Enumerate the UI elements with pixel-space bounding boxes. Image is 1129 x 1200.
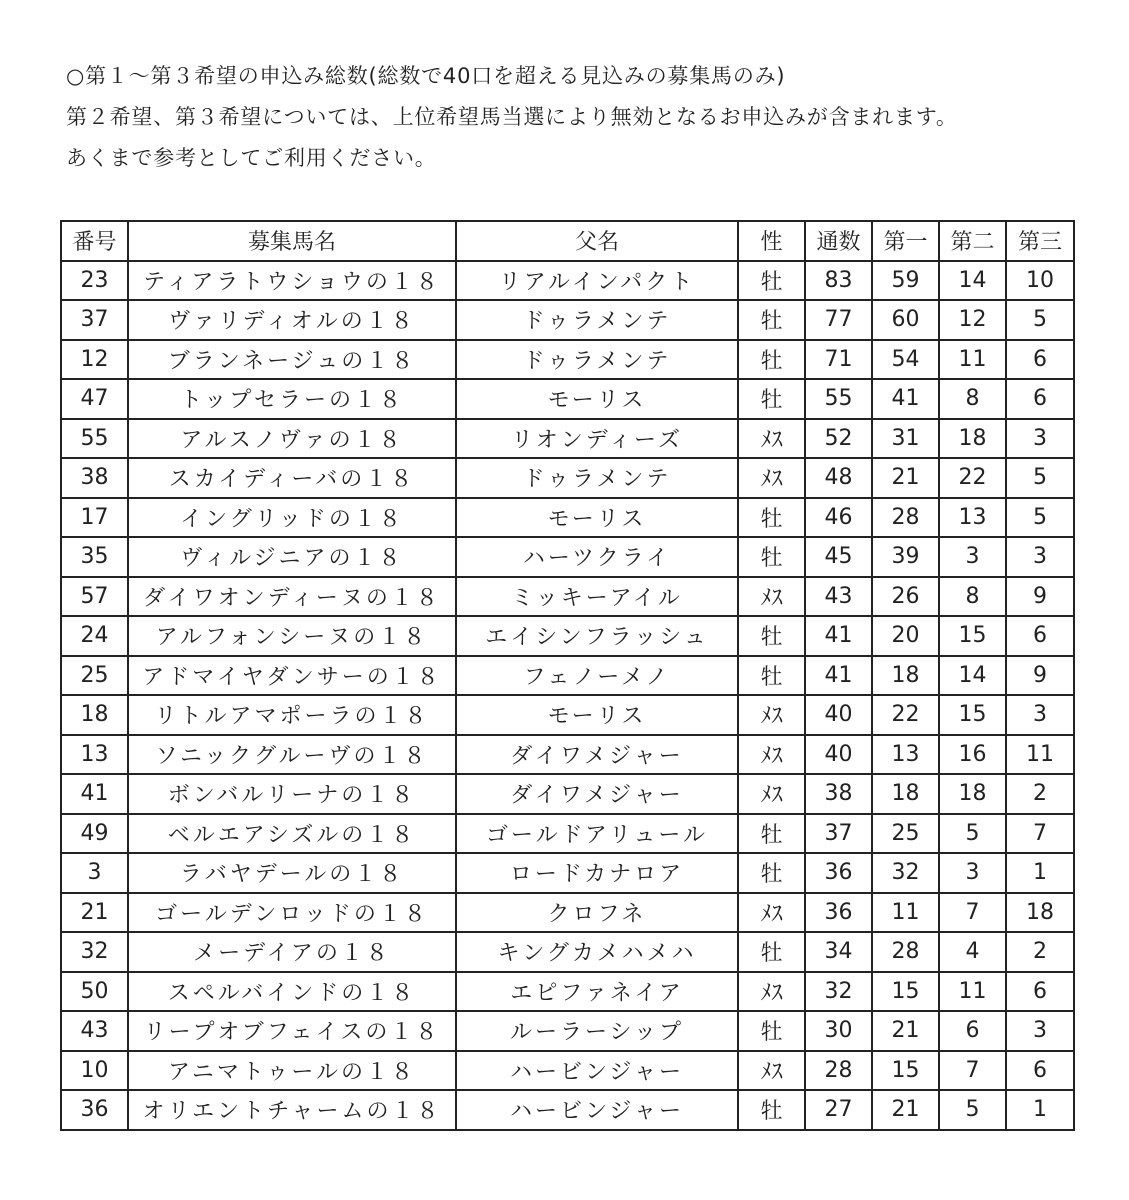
cell-first-choice: 32 (872, 853, 939, 893)
cell-second-choice: 22 (939, 458, 1006, 498)
cell-horse-name: ボンバルリーナの１８ (128, 774, 456, 814)
cell-sex: 牡 (738, 1090, 805, 1130)
application-count-table (60, 220, 1075, 1131)
table-row (61, 458, 1074, 498)
cell-third-choice: 5 (1006, 458, 1074, 498)
cell-number: 23 (61, 261, 128, 301)
header-number: 番号 (61, 221, 128, 261)
cell-total: 36 (805, 893, 872, 933)
cell-horse-name: ダイワオンディーヌの１８ (128, 577, 456, 617)
cell-total: 40 (805, 695, 872, 735)
cell-sire-name: ルーラーシップ (456, 1011, 738, 1051)
cell-first-choice: 28 (872, 932, 939, 972)
cell-first-choice: 21 (872, 1090, 939, 1130)
cell-sex: 牡 (738, 261, 805, 301)
cell-first-choice: 18 (872, 774, 939, 814)
cell-sire-name: エピファネイア (456, 972, 738, 1012)
cell-number: 3 (61, 853, 128, 893)
header-sire-name: 父名 (456, 221, 738, 261)
cell-total: 38 (805, 774, 872, 814)
cell-sex: ﾒｽ (738, 735, 805, 775)
cell-total: 37 (805, 814, 872, 854)
cell-sex: 牡 (738, 340, 805, 380)
cell-sire-name: ダイワメジャー (456, 774, 738, 814)
cell-third-choice: 3 (1006, 419, 1074, 459)
table-row (61, 814, 1074, 854)
table-row (61, 972, 1074, 1012)
cell-second-choice: 15 (939, 695, 1006, 735)
cell-number: 36 (61, 1090, 128, 1130)
table-row (61, 853, 1074, 893)
cell-total: 41 (805, 656, 872, 696)
cell-second-choice: 18 (939, 774, 1006, 814)
cell-number: 13 (61, 735, 128, 775)
cell-third-choice: 9 (1006, 577, 1074, 617)
table-row (61, 419, 1074, 459)
header-first-choice: 第一 (872, 221, 939, 261)
cell-second-choice: 15 (939, 616, 1006, 656)
table-row (61, 379, 1074, 419)
cell-second-choice: 11 (939, 972, 1006, 1012)
cell-sex: 牡 (738, 537, 805, 577)
table-body (61, 261, 1074, 1130)
table-row (61, 537, 1074, 577)
cell-horse-name: ラバヤデールの１８ (128, 853, 456, 893)
cell-number: 49 (61, 814, 128, 854)
cell-third-choice: 2 (1006, 774, 1074, 814)
cell-sire-name: フェノーメノ (456, 656, 738, 696)
cell-second-choice: 6 (939, 1011, 1006, 1051)
cell-total: 34 (805, 932, 872, 972)
cell-sire-name: リアルインパクト (456, 261, 738, 301)
cell-first-choice: 59 (872, 261, 939, 301)
cell-first-choice: 21 (872, 1011, 939, 1051)
cell-horse-name: ソニックグルーヴの１８ (128, 735, 456, 775)
cell-total: 77 (805, 300, 872, 340)
cell-total: 71 (805, 340, 872, 380)
cell-sex: 牡 (738, 656, 805, 696)
header-horse-name: 募集馬名 (128, 221, 456, 261)
cell-sex: 牡 (738, 853, 805, 893)
cell-horse-name: メーデイアの１８ (128, 932, 456, 972)
table-row (61, 340, 1074, 380)
cell-total: 43 (805, 577, 872, 617)
cell-horse-name: ベルエアシズルの１８ (128, 814, 456, 854)
cell-number: 43 (61, 1011, 128, 1051)
cell-horse-name: スカイディーバの１８ (128, 458, 456, 498)
cell-horse-name: トップセラーの１８ (128, 379, 456, 419)
cell-first-choice: 20 (872, 616, 939, 656)
cell-number: 21 (61, 893, 128, 933)
cell-sex: ﾒｽ (738, 577, 805, 617)
cell-horse-name: スペルバインドの１８ (128, 972, 456, 1012)
cell-first-choice: 21 (872, 458, 939, 498)
cell-first-choice: 41 (872, 379, 939, 419)
cell-sire-name: ハーツクライ (456, 537, 738, 577)
cell-first-choice: 26 (872, 577, 939, 617)
table-row (61, 577, 1074, 617)
cell-sex: 牡 (738, 932, 805, 972)
cell-sire-name: ハービンジャー (456, 1051, 738, 1091)
cell-number: 12 (61, 340, 128, 380)
cell-first-choice: 25 (872, 814, 939, 854)
cell-first-choice: 54 (872, 340, 939, 380)
cell-third-choice: 6 (1006, 340, 1074, 380)
cell-total: 45 (805, 537, 872, 577)
cell-first-choice: 39 (872, 537, 939, 577)
cell-third-choice: 9 (1006, 656, 1074, 696)
cell-number: 47 (61, 379, 128, 419)
cell-number: 17 (61, 498, 128, 538)
table-row (61, 616, 1074, 656)
cell-horse-name: リープオブフェイスの１８ (128, 1011, 456, 1051)
cell-number: 38 (61, 458, 128, 498)
cell-number: 41 (61, 774, 128, 814)
cell-number: 57 (61, 577, 128, 617)
cell-sex: 牡 (738, 300, 805, 340)
table-row (61, 261, 1074, 301)
cell-sire-name: ドゥラメンテ (456, 458, 738, 498)
intro-line-2: 第２希望、第３希望については、上位希望馬当選により無効となるお申込みが含まれます。 (66, 105, 958, 129)
header-third-choice: 第三 (1006, 221, 1074, 261)
cell-third-choice: 11 (1006, 735, 1074, 775)
cell-total: 46 (805, 498, 872, 538)
cell-second-choice: 5 (939, 814, 1006, 854)
table-row (61, 1090, 1074, 1130)
cell-number: 37 (61, 300, 128, 340)
cell-number: 24 (61, 616, 128, 656)
header-total: 通数 (805, 221, 872, 261)
cell-sire-name: ハービンジャー (456, 1090, 738, 1130)
cell-sire-name: ダイワメジャー (456, 735, 738, 775)
cell-total: 41 (805, 616, 872, 656)
cell-sex: ﾒｽ (738, 458, 805, 498)
cell-horse-name: リトルアマポーラの１８ (128, 695, 456, 735)
cell-third-choice: 1 (1006, 853, 1074, 893)
table-row (61, 300, 1074, 340)
cell-sire-name: ドゥラメンテ (456, 340, 738, 380)
cell-sex: 牡 (738, 379, 805, 419)
cell-horse-name: ティアラトウショウの１８ (128, 261, 456, 301)
cell-second-choice: 16 (939, 735, 1006, 775)
cell-number: 35 (61, 537, 128, 577)
intro-line-3: あくまで参考としてご利用ください。 (66, 146, 437, 170)
cell-sire-name: ミッキーアイル (456, 577, 738, 617)
cell-sire-name: キングカメハメハ (456, 932, 738, 972)
table-row (61, 932, 1074, 972)
cell-sire-name: リオンディーズ (456, 419, 738, 459)
cell-third-choice: 6 (1006, 972, 1074, 1012)
cell-first-choice: 22 (872, 695, 939, 735)
table-row (61, 893, 1074, 933)
cell-total: 83 (805, 261, 872, 301)
cell-sex: 牡 (738, 498, 805, 538)
cell-third-choice: 6 (1006, 616, 1074, 656)
cell-second-choice: 4 (939, 932, 1006, 972)
table-row (61, 1011, 1074, 1051)
cell-second-choice: 13 (939, 498, 1006, 538)
cell-number: 55 (61, 419, 128, 459)
cell-horse-name: オリエントチャームの１８ (128, 1090, 456, 1130)
cell-number: 50 (61, 972, 128, 1012)
cell-first-choice: 31 (872, 419, 939, 459)
cell-sire-name: ドゥラメンテ (456, 300, 738, 340)
cell-sire-name: エイシンフラッシュ (456, 616, 738, 656)
cell-second-choice: 18 (939, 419, 1006, 459)
header-second-choice: 第二 (939, 221, 1006, 261)
cell-second-choice: 7 (939, 1051, 1006, 1091)
cell-first-choice: 18 (872, 656, 939, 696)
cell-horse-name: アドマイヤダンサーの１８ (128, 656, 456, 696)
cell-total: 48 (805, 458, 872, 498)
cell-sex: ﾒｽ (738, 893, 805, 933)
cell-sire-name: モーリス (456, 498, 738, 538)
cell-horse-name: ゴールデンロッドの１８ (128, 893, 456, 933)
cell-horse-name: アルスノヴァの１８ (128, 419, 456, 459)
cell-third-choice: 1 (1006, 1090, 1074, 1130)
cell-total: 32 (805, 972, 872, 1012)
cell-horse-name: イングリッドの１８ (128, 498, 456, 538)
cell-number: 32 (61, 932, 128, 972)
cell-first-choice: 15 (872, 1051, 939, 1091)
cell-third-choice: 6 (1006, 379, 1074, 419)
cell-third-choice: 7 (1006, 814, 1074, 854)
cell-total: 55 (805, 379, 872, 419)
cell-third-choice: 6 (1006, 1051, 1074, 1091)
cell-sire-name: クロフネ (456, 893, 738, 933)
cell-sex: 牡 (738, 1011, 805, 1051)
cell-total: 52 (805, 419, 872, 459)
table-row (61, 695, 1074, 735)
cell-total: 36 (805, 853, 872, 893)
cell-sire-name: ロードカナロア (456, 853, 738, 893)
cell-number: 18 (61, 695, 128, 735)
cell-total: 40 (805, 735, 872, 775)
table-row (61, 1051, 1074, 1091)
cell-third-choice: 10 (1006, 261, 1074, 301)
cell-second-choice: 5 (939, 1090, 1006, 1130)
cell-horse-name: ヴァリディオルの１８ (128, 300, 456, 340)
cell-second-choice: 7 (939, 893, 1006, 933)
cell-second-choice: 12 (939, 300, 1006, 340)
cell-third-choice: 5 (1006, 300, 1074, 340)
table-row (61, 774, 1074, 814)
cell-second-choice: 3 (939, 537, 1006, 577)
cell-first-choice: 60 (872, 300, 939, 340)
cell-sex: ﾒｽ (738, 1051, 805, 1091)
cell-first-choice: 15 (872, 972, 939, 1012)
cell-third-choice: 3 (1006, 695, 1074, 735)
cell-horse-name: アルフォンシーヌの１８ (128, 616, 456, 656)
cell-sex: ﾒｽ (738, 419, 805, 459)
cell-total: 27 (805, 1090, 872, 1130)
cell-sex: 牡 (738, 616, 805, 656)
cell-second-choice: 14 (939, 656, 1006, 696)
cell-number: 25 (61, 656, 128, 696)
cell-sex: ﾒｽ (738, 972, 805, 1012)
cell-horse-name: ブランネージュの１８ (128, 340, 456, 380)
cell-second-choice: 14 (939, 261, 1006, 301)
intro-line-1: ○第１～第３希望の申込み総数(総数で40口を超える見込みの募集馬のみ) (66, 64, 786, 88)
cell-horse-name: アニマトゥールの１８ (128, 1051, 456, 1091)
cell-second-choice: 8 (939, 577, 1006, 617)
cell-total: 30 (805, 1011, 872, 1051)
cell-third-choice: 3 (1006, 1011, 1074, 1051)
header-sex: 性 (738, 221, 805, 261)
cell-third-choice: 3 (1006, 537, 1074, 577)
cell-sex: 牡 (738, 814, 805, 854)
table-row (61, 656, 1074, 696)
cell-third-choice: 18 (1006, 893, 1074, 933)
cell-first-choice: 28 (872, 498, 939, 538)
cell-second-choice: 3 (939, 853, 1006, 893)
cell-sex: ﾒｽ (738, 774, 805, 814)
table-row (61, 735, 1074, 775)
cell-sire-name: ゴールドアリュール (456, 814, 738, 854)
cell-second-choice: 11 (939, 340, 1006, 380)
cell-horse-name: ヴィルジニアの１８ (128, 537, 456, 577)
cell-second-choice: 8 (939, 379, 1006, 419)
cell-first-choice: 13 (872, 735, 939, 775)
intro-text (66, 56, 1116, 179)
cell-third-choice: 5 (1006, 498, 1074, 538)
table-row (61, 498, 1074, 538)
cell-sire-name: モーリス (456, 379, 738, 419)
cell-sire-name: モーリス (456, 695, 738, 735)
cell-sex: ﾒｽ (738, 695, 805, 735)
cell-total: 28 (805, 1051, 872, 1091)
cell-first-choice: 11 (872, 893, 939, 933)
cell-number: 10 (61, 1051, 128, 1091)
cell-third-choice: 2 (1006, 932, 1074, 972)
table-header-row (61, 221, 1074, 261)
